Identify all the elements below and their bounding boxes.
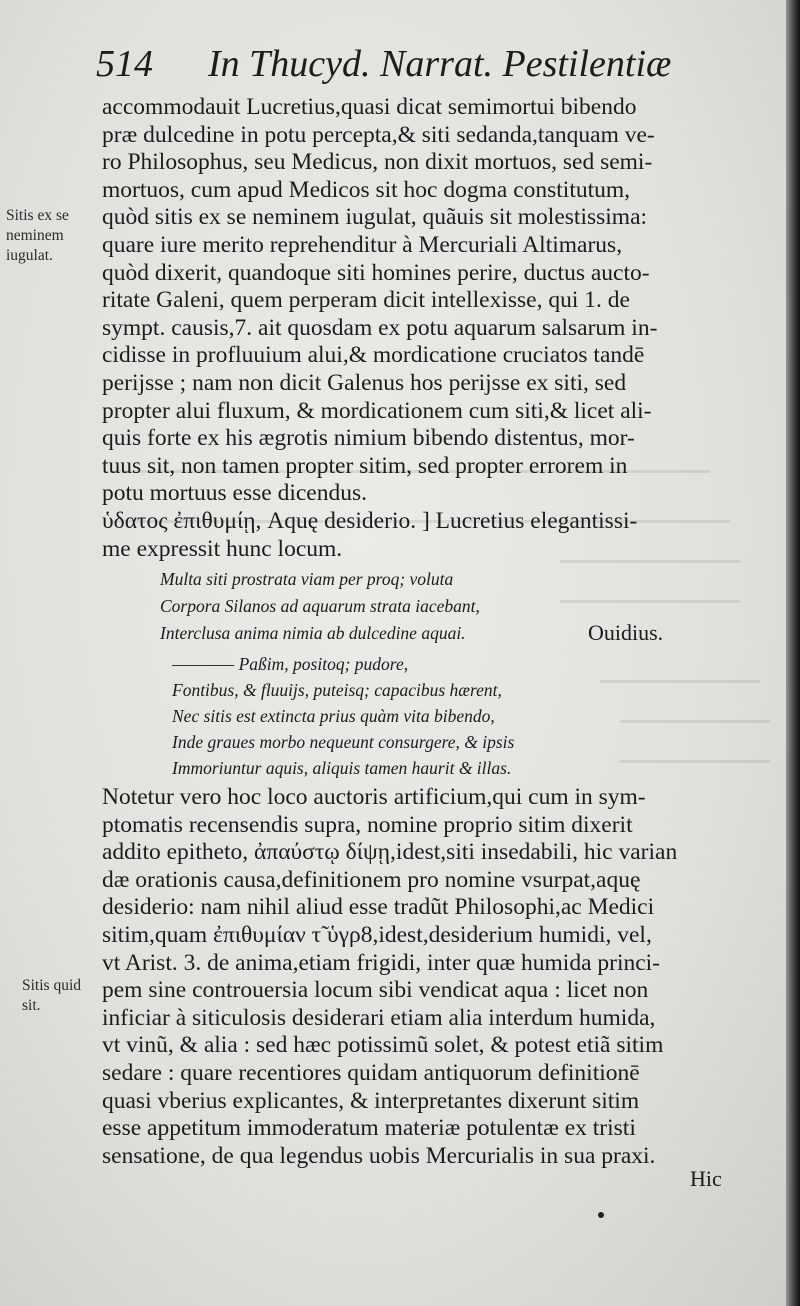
text-line: desiderio: nam nihil aliud esse tradũt Philosophi,ac Medici: [102, 894, 655, 921]
verse-line-ovid: Nec sitis est extincta prius quàm vita bibendo,: [172, 706, 495, 726]
book-spine-shadow: [786, 0, 800, 1306]
text-line: cidisse in profluuium alui,& mordicatione cruciatos tandē: [102, 342, 645, 369]
text-line: perijsse ; nam non dicit Galenus hos perijsse ex siti, sed: [102, 369, 627, 396]
text-line: dæ orationis causa,definitionem pro nomine vsurpat,aquę: [102, 866, 641, 893]
text-line: sitim,quam ἐπιθυμίαν τ̃ ὑγρ8,idest,desiderium humidi, vel,: [102, 921, 652, 948]
text-line: tuus sit, non tamen propter sitim, sed propter errorem in: [102, 452, 628, 479]
verse-line-lucretius: Multa siti prostrata viam per proq; voluta: [160, 569, 454, 589]
text-line: sedare : quare recentiores quidam antiquorum definitionē: [102, 1059, 640, 1086]
catchword: Hic: [690, 1166, 722, 1191]
body-text-block-2: [102, 784, 742, 1170]
text-line: sensatione, de qua legendus uobis Mercurialis in sua praxi.: [102, 1142, 656, 1169]
text-line: quasi vberius explicantes, & interpretantes dixerunt sitim: [102, 1087, 640, 1114]
text-line: sympt. causis,7. ait quosdam ex potu aquarum salsarum in-: [102, 314, 658, 341]
running-header: [96, 38, 756, 98]
text-line: vt Arist. 3. de anima,etiam frigidi, inter quæ humida princi-: [102, 949, 661, 976]
text-line: ro Philosophus, seu Medicus, non dixit mortuos, sed semi-: [102, 149, 653, 176]
ovid-attribution: Ouidius.: [588, 620, 664, 645]
body-text-block-1: [102, 94, 742, 563]
text-line: mortuos, cum apud Medicos sit hoc dogma constitutum,: [102, 176, 631, 203]
text-line: quòd dixerit, quandoque siti homines perire, ductus aucto-: [102, 259, 650, 286]
verse-line-ovid: Fontibus, & fluuijs, puteisq; capacibus hærent,: [172, 680, 502, 700]
running-title: In Thucyd. Narrat. Pestilentiæ: [208, 43, 672, 85]
text-line: præ dulcedine in potu percepta,& siti sedanda,tanquam ve-: [102, 121, 655, 148]
page-number: 514: [96, 43, 153, 85]
margin-note-sitis-ex-se: Sitis ex se neminem iugulat.: [6, 207, 69, 264]
text-line: vt vinũ, & alia : sed hæc potissimũ solet, & potest etiã sitim: [102, 1032, 664, 1059]
text-line: pem sine controuersia locum sibi vendicat aqua : licet non: [102, 977, 649, 1004]
text-line: Notetur vero hoc loco auctoris artificium,qui cum in sym-: [102, 784, 646, 810]
text-line: ptomatis recensendis supra, nomine proprio sitim dixerit: [102, 811, 633, 838]
verse-line-lucretius: Interclusa anima nimia ab dulcedine aquai.: [160, 623, 466, 643]
text-line: propter alui fluxum, & mordicationem cum siti,& licet ali-: [102, 397, 652, 424]
verse-line-ovid: ———— Paßim, positoq; pudore,: [172, 654, 409, 674]
text-line: inficiar à siticulosis desiderari etiam alia interdum humida,: [102, 1004, 656, 1031]
ink-spot: [598, 1212, 604, 1218]
text-line: ὑδατος ἐπιθυμίῃ, Aquę desiderio. ] Lucretius elegantissi-: [102, 507, 638, 534]
text-line: esse appetitum immoderatum materiæ potulentæ ex tristi: [102, 1115, 636, 1142]
text-line: addito epitheto, ἀπαύστῳ δίψῃ,idest,siti insedabili, hic varian: [102, 839, 678, 866]
text-line: ritate Galeni, quem perperam dicit intellexisse, qui 1. de: [102, 287, 630, 314]
verse-line-ovid: Inde graues morbo nequeunt consurgere, & ipsis: [172, 732, 515, 752]
verse-line-lucretius: Corpora Silanos ad aquarum strata iacebant,: [160, 596, 480, 616]
text-line: quòd sitis ex se neminem iugulat, quãuis sit molestissima:: [102, 204, 648, 231]
text-line: accommodauit Lucretius,quasi dicat semimortui bibendo: [102, 94, 637, 120]
verse-line-ovid: Immoriuntur aquis, aliquis tamen haurit & illas.: [172, 758, 512, 778]
margin-note-sitis-quid-sit: Sitis quid sit.: [22, 977, 82, 1014]
text-line: potu mortuus esse dicendus.: [102, 480, 367, 507]
text-line: me expressit hunc locum.: [102, 535, 343, 562]
text-line: quis forte ex his ægrotis nimium bibendo distentus, mor-: [102, 425, 635, 452]
text-line: quare iure merito reprehenditur à Mercuriali Altimarus,: [102, 231, 623, 258]
